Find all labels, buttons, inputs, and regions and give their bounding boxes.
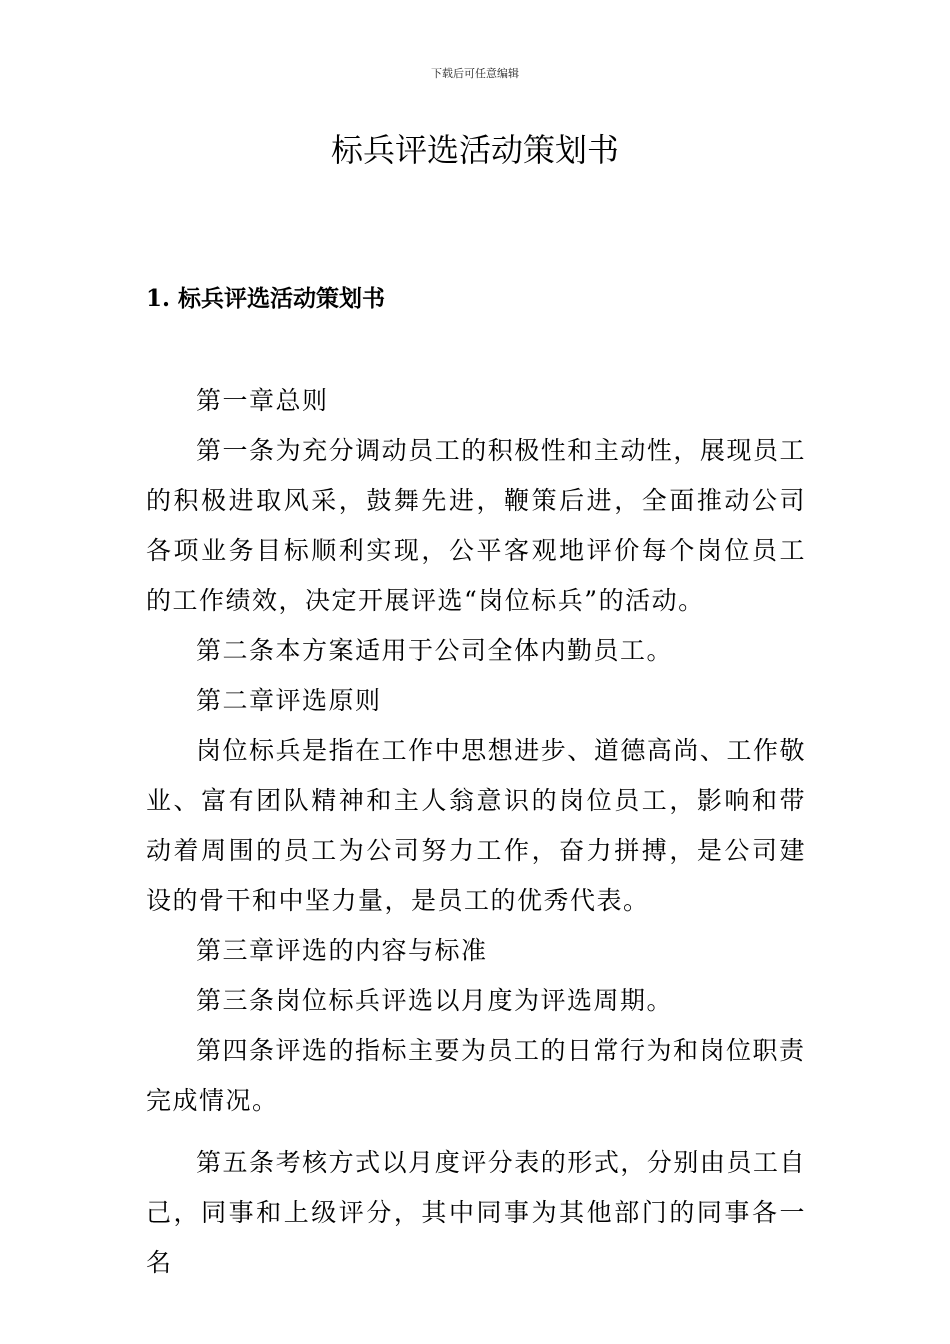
section-heading: 1. 标兵评选活动策划书: [146, 285, 386, 312]
chapter-heading: 第一章总则: [196, 386, 329, 415]
paragraph: 岗位标兵是指在工作中思想进步、道德高尚、工作敬业、富有团队精神和主人翁意识的岗位员工，影响和带动着周围的员工为公司努力工作，奋力拼搏，是公司建设的骨干和中坚力量，是员工的优秀代表。: [146, 736, 806, 915]
paragraph: 第一条为充分调动员工的积极性和主动性，展现员工的积极进取风采，鼓舞先进，鞭策后进，全面推动公司各项业务目标顺利实现，公平客观地评价每个岗位员工的工作绩效，决定开展评选“岗位标兵”的活动。: [146, 436, 806, 615]
paragraph: 第二条本方案适用于公司全体内勤员工。: [196, 636, 674, 665]
document-body: [146, 376, 806, 1288]
document-title: 标兵评选活动策划书: [330, 131, 619, 169]
chapter-heading: 第二章评选原则: [196, 686, 382, 715]
header-note: 下载后可任意编辑: [431, 67, 519, 80]
paragraph: 第三条岗位标兵评选以月度为评选周期。: [196, 986, 674, 1015]
paragraph: 第四条评选的指标主要为员工的日常行为和岗位职责完成情况。: [146, 1036, 806, 1115]
chapter-heading: 第三章评选的内容与标准: [196, 936, 488, 965]
paragraph: 第五条考核方式以月度评分表的形式，分别由员工自己，同事和上级评分，其中同事为其他部门的同事各一名: [146, 1148, 806, 1277]
